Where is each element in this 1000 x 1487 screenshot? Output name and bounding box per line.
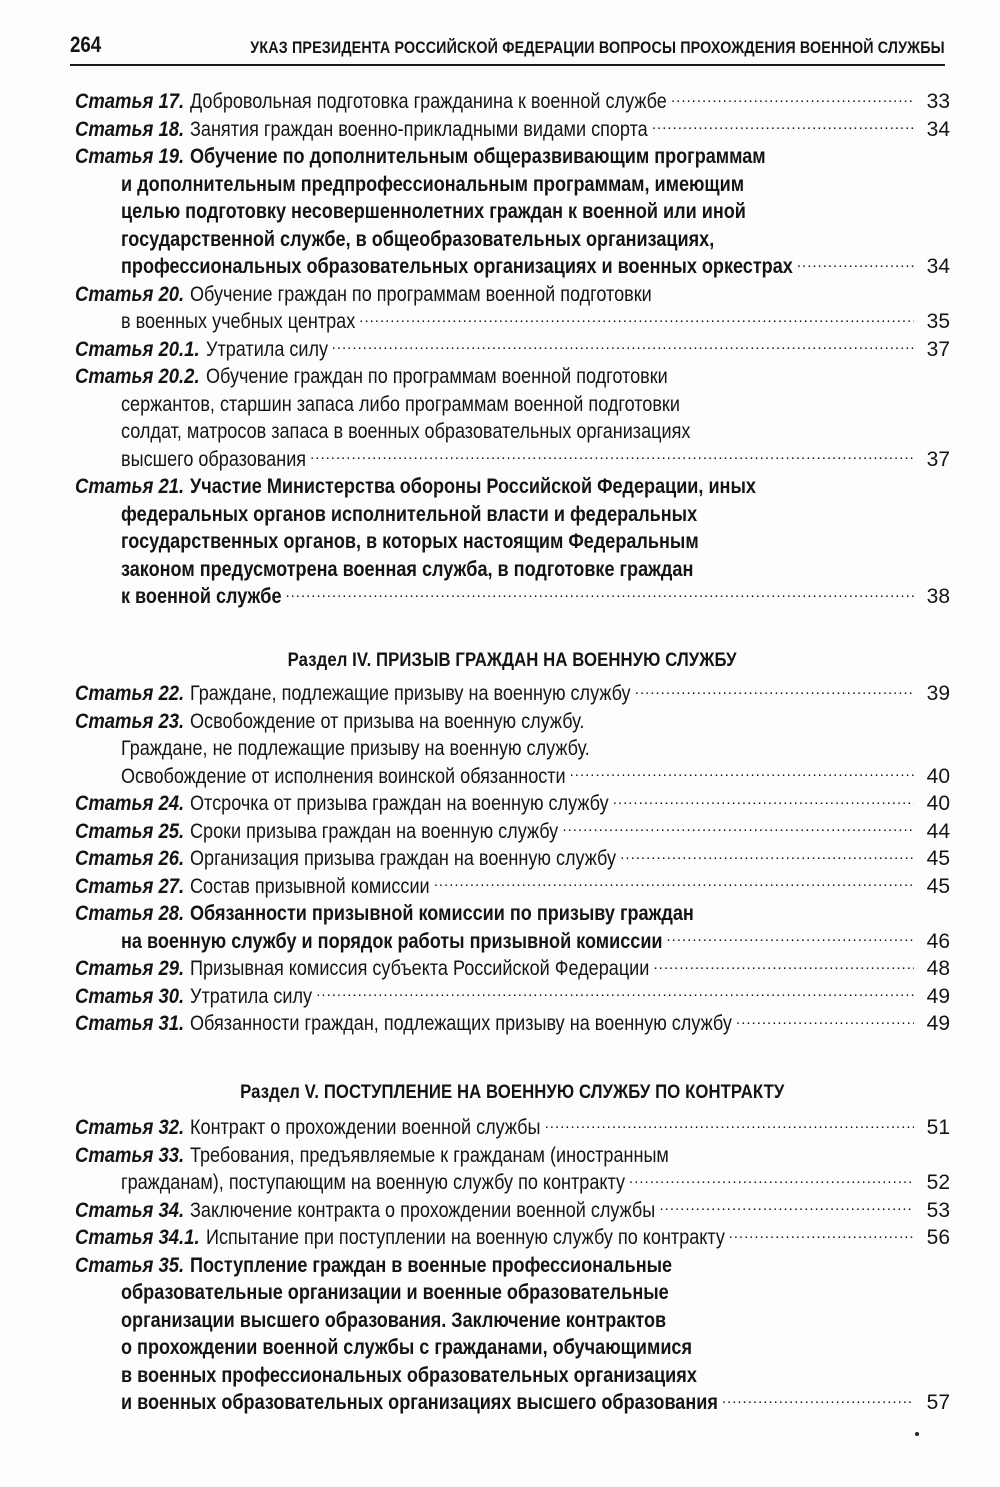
toc-entry-continuation-line: [75, 1307, 918, 1335]
section-4-title: Раздел IV. ПРИЗЫВ ГРАЖДАН НА ВОЕННУЮ СЛУЖБУ: [287, 650, 738, 671]
article-title-text: Состав призывной комиссии: [190, 874, 430, 898]
page-ref: 34: [926, 117, 950, 141]
toc-entry: [75, 336, 950, 364]
article-title-text: Освобождение от исполнения воинской обязанности: [121, 764, 566, 788]
toc-entry: [75, 143, 950, 281]
toc-entry-continuation-line: [75, 528, 918, 556]
toc-entry-first-line: [75, 281, 918, 309]
toc-entry: [75, 680, 950, 708]
dot-leader: [635, 680, 914, 700]
article-label: Статья 19.: [75, 145, 185, 168]
dot-leader: [285, 583, 914, 603]
toc-entry-first-line: [75, 473, 918, 501]
toc-entry-first-line: [75, 900, 918, 928]
article-title-text: в военных профессиональных образовательных организациях: [121, 1363, 697, 1387]
page-number: 264: [70, 32, 102, 57]
toc-entry-first-line: [75, 708, 918, 736]
toc-entry-first-line: [75, 1197, 918, 1225]
toc-entry-first-line: [75, 818, 918, 846]
dot-leader: [620, 845, 914, 865]
article-label: Статья 23.: [75, 709, 185, 733]
page-ref: 33: [926, 90, 950, 113]
article-label: Статья 35.: [75, 1253, 185, 1277]
article-title-text: Граждане, подлежащие призыву на военную службу: [190, 682, 631, 705]
page-ref: 37: [926, 447, 950, 471]
page-ref: 40: [926, 792, 950, 815]
dot-leader: [736, 1010, 914, 1030]
article-label: Статья 21.: [75, 475, 185, 498]
dot-leader: [722, 1389, 914, 1409]
article-label: Статья 32.: [75, 1116, 185, 1139]
dot-leader: [570, 763, 914, 783]
toc-entry-continuation-line: [75, 1279, 918, 1307]
toc-entry-continuation-line: [75, 1389, 918, 1417]
dot-leader: [629, 1169, 914, 1189]
article-title-text: Занятия граждан военно-прикладными видами спорта: [190, 117, 648, 141]
dot-leader: [434, 873, 914, 893]
toc-entry-first-line: [75, 1142, 918, 1170]
toc-entry-first-line: [75, 1010, 918, 1038]
article-title-text: Организация призыва граждан на военную службу: [190, 847, 617, 870]
article-title-text: федеральных органов исполнительной власти и федеральных: [121, 502, 698, 526]
toc-entry-continuation-line: [75, 928, 918, 956]
article-label: Статья 29.: [75, 957, 185, 980]
toc-entry-first-line: [75, 680, 918, 708]
toc-entry-continuation-line: [75, 763, 918, 791]
page-ref: 44: [926, 819, 950, 843]
page-ref: 52: [926, 1171, 950, 1194]
toc-entry-continuation-line: [75, 1362, 918, 1390]
dot-leader: [659, 1197, 914, 1217]
toc-entry: [75, 88, 950, 116]
page-ref: 35: [926, 310, 950, 333]
article-title-text: государственной службе, в общеобразовательных организациях,: [121, 227, 715, 251]
article-title-text: Отсрочка от призыва граждан на военную службу: [190, 792, 609, 815]
page-ref: 49: [926, 984, 950, 1008]
page-ref: 57: [926, 1391, 950, 1414]
toc-section-5: [75, 1114, 950, 1417]
page-ref: 45: [926, 847, 950, 870]
toc-entry-first-line: [75, 1114, 918, 1142]
page-ref: 45: [926, 874, 950, 898]
article-label: Статья 26.: [75, 847, 185, 870]
toc-entry-continuation-line: [75, 418, 918, 446]
article-label: Статья 28.: [75, 902, 185, 925]
page-ref: 40: [926, 764, 950, 788]
toc-entry-first-line: [75, 88, 918, 116]
toc-block-1: [75, 88, 950, 611]
dot-leader: [613, 790, 914, 810]
article-title-text: Обучение по дополнительным общеразвивающим программам: [190, 145, 766, 168]
toc-entry-continuation-line: [75, 735, 918, 763]
toc-section-4: [75, 680, 950, 1038]
article-title-text: в военных учебных центрах: [121, 310, 356, 333]
article-title-text: целью подготовку несовершеннолетних граждан к военной или иной: [121, 200, 746, 223]
article-label: Статья 22.: [75, 682, 185, 705]
toc-entry: [75, 873, 950, 901]
toc-entry-continuation-line: [75, 308, 918, 336]
article-title-text: Требования, предъявляемые к гражданам (иностранным: [190, 1143, 670, 1167]
toc-entry: [75, 1142, 950, 1197]
dot-leader: [652, 116, 914, 136]
toc-entry: [75, 281, 950, 336]
toc-entry: [75, 1197, 950, 1225]
dot-leader: [654, 955, 915, 975]
article-title-text: о прохождении военной службы с гражданами, обучающимися: [121, 1336, 693, 1359]
toc-entry-first-line: [75, 873, 918, 901]
article-title-text: Поступление граждан в военные профессиональные: [190, 1253, 673, 1277]
toc-entry: [75, 116, 950, 144]
article-title-text: Испытание при поступлении на военную службу по контракту: [205, 1226, 725, 1249]
toc-entry-continuation-line: [75, 583, 918, 611]
article-label: Статья 20.1.: [75, 337, 200, 361]
toc-entry-first-line: [75, 363, 918, 391]
dot-leader: [545, 1114, 914, 1134]
toc-entry: [75, 983, 950, 1011]
article-label: Статья 18.: [75, 117, 185, 141]
toc-entry: [75, 900, 950, 955]
toc-entry-continuation-line: [75, 446, 918, 474]
page-header: [70, 30, 945, 66]
article-title-text: Обучение граждан по программам военной подготовки: [190, 282, 652, 306]
toc-entry-first-line: [75, 955, 918, 983]
toc-entry: [75, 473, 950, 611]
toc-entry: [75, 818, 950, 846]
toc-entry-continuation-line: [75, 198, 918, 226]
dot-leader: [316, 983, 914, 1003]
article-title-text: гражданам), поступающим на военную службу по контракту: [121, 1171, 626, 1194]
article-title-text: Освобождение от призыва на военную службу.: [190, 709, 585, 733]
toc-entry-first-line: [75, 1252, 918, 1280]
page-ref: 53: [926, 1198, 950, 1222]
article-label: Статья 34.1.: [75, 1226, 200, 1249]
toc-entry: [75, 708, 950, 791]
article-title-text: Призывная комиссия субъекта Российской Федерации: [190, 957, 650, 980]
toc-entry-first-line: [75, 336, 918, 364]
article-title-text: Обязанности призывной комиссии по призыву граждан: [190, 902, 694, 925]
toc-entry-first-line: [75, 1224, 918, 1252]
toc-entry-continuation-line: [75, 501, 918, 529]
article-title-text: на военную службу и порядок работы призывной комиссии: [121, 929, 663, 953]
page-ref: 49: [926, 1012, 950, 1035]
toc-entry-first-line: [75, 790, 918, 818]
toc-entry: [75, 955, 950, 983]
article-title-text: Утратила силу: [190, 984, 313, 1008]
article-title-text: высшего образования: [121, 447, 307, 471]
page-ref: 39: [926, 682, 950, 705]
page-ref: 37: [926, 337, 950, 361]
toc-entry-first-line: [75, 116, 918, 144]
article-title-text: сержантов, старшин запаса либо программам военной подготовки: [121, 392, 680, 416]
toc-entry: [75, 363, 950, 473]
article-label: Статья 30.: [75, 984, 185, 1008]
article-title-text: Контракт о прохождении военной службы: [190, 1116, 541, 1139]
section-5-title: Раздел V. ПОСТУПЛЕНИЕ НА ВОЕННУЮ СЛУЖБУ ПО КОНТРАКТУ: [240, 1082, 785, 1103]
article-label: Статья 25.: [75, 819, 185, 843]
article-title-text: Участие Министерства обороны Российской Федерации, иных: [190, 475, 757, 498]
toc-entry-first-line: [75, 845, 918, 873]
article-title-text: Заключение контракта о прохождении военной службы: [190, 1198, 656, 1222]
toc-entry-continuation-line: [75, 391, 918, 419]
toc-entry: [75, 1224, 950, 1252]
dot-leader: [359, 308, 914, 328]
page-ref: 34: [926, 255, 950, 278]
dot-leader: [797, 253, 914, 273]
toc-entry: [75, 845, 950, 873]
dot-leader: [671, 88, 914, 108]
page-ref: 51: [926, 1116, 950, 1139]
article-label: Статья 33.: [75, 1143, 185, 1167]
article-title-text: солдат, матросов запаса в военных образовательных организациях: [121, 420, 691, 443]
toc-entry: [75, 1010, 950, 1038]
toc-entry-continuation-line: [75, 171, 918, 199]
article-label: Статья 17.: [75, 90, 185, 113]
article-title-text: Добровольная подготовка гражданина к военной службе: [190, 90, 667, 113]
toc-entry-first-line: [75, 143, 918, 171]
dot-leader: [667, 928, 914, 948]
page-ref: 38: [926, 585, 950, 608]
toc-entry-continuation-line: [75, 1169, 918, 1197]
article-title-text: государственных органов, в которых настоящим Федеральным: [121, 530, 699, 553]
toc-entry-continuation-line: [75, 556, 918, 584]
toc-entry-continuation-line: [75, 226, 918, 254]
dot-leader: [310, 446, 914, 466]
article-title-text: и военных образовательных организациях высшего образования: [121, 1391, 718, 1414]
article-label: Статья 20.: [75, 282, 185, 306]
toc-entry-first-line: [75, 983, 918, 1011]
article-label: Статья 31.: [75, 1012, 185, 1035]
toc-entry: [75, 790, 950, 818]
page-ref: 48: [926, 957, 950, 980]
article-label: Статья 24.: [75, 792, 185, 815]
running-title: УКАЗ ПРЕЗИДЕНТА РОССИЙСКОЙ ФЕДЕРАЦИИ ВОПРОСЫ ПРОХОЖДЕНИЯ ВОЕННОЙ СЛУЖБЫ: [250, 38, 945, 57]
dot-leader: [729, 1224, 914, 1244]
print-speck: [915, 1432, 919, 1436]
article-title-text: Обучение граждан по программам военной подготовки: [205, 365, 668, 388]
article-title-text: Обязанности граждан, подлежащих призыву на военную службу: [190, 1012, 733, 1035]
article-title-text: к военной службе: [121, 585, 282, 608]
article-title-text: Граждане, не подлежащие призыву на военную службу.: [121, 737, 590, 760]
article-title-text: образовательные организации и военные образовательные: [121, 1281, 669, 1304]
dot-leader: [562, 818, 914, 838]
page-ref: 46: [926, 929, 950, 953]
article-label: Статья 20.2.: [75, 365, 200, 388]
page-ref: 56: [926, 1226, 950, 1249]
toc-entry-continuation-line: [75, 1334, 918, 1362]
article-title-text: Утратила силу: [205, 337, 328, 361]
article-title-text: Сроки призыва граждан на военную службу: [190, 819, 559, 843]
article-title-text: профессиональных образовательных организациях и военных оркестрах: [121, 255, 793, 278]
toc-entry-continuation-line: [75, 253, 918, 281]
article-title-text: законом предусмотрена военная служба, в подготовке граждан: [121, 557, 694, 581]
toc-entry: [75, 1114, 950, 1142]
article-label: Статья 27.: [75, 874, 185, 898]
dot-leader: [332, 336, 914, 356]
article-title-text: организации высшего образования. Заключение контрактов: [121, 1308, 667, 1332]
article-label: Статья 34.: [75, 1198, 185, 1222]
article-title-text: и дополнительным предпрофессиональным программам, имеющим: [121, 172, 745, 196]
toc-entry: [75, 1252, 950, 1417]
